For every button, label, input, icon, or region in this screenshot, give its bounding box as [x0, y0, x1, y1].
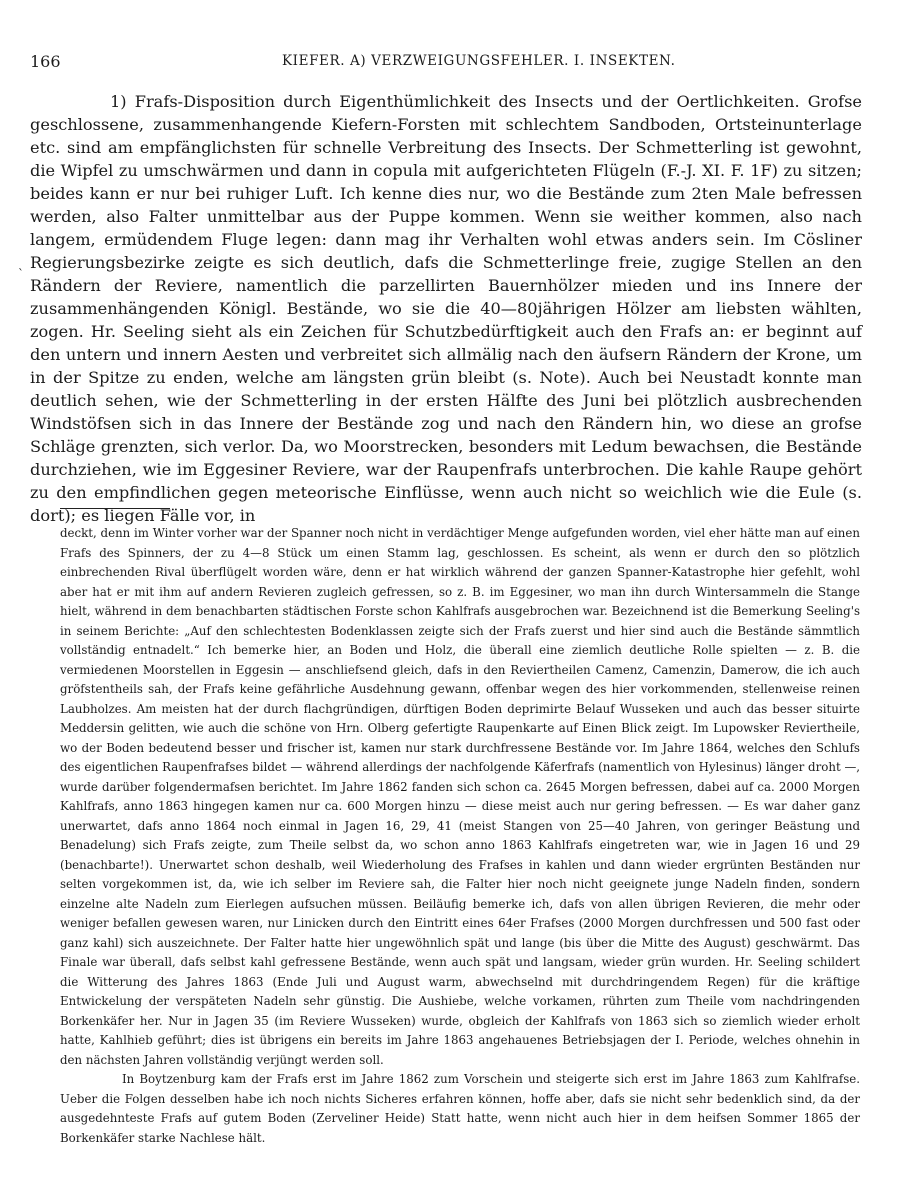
page-header: [30, 52, 860, 76]
margin-mark: `: [18, 267, 24, 281]
main-paragraph: 1) Frafs-Disposition durch Eigenthümlichkeit des Insects und der Oertlichkeiten. Grofse geschlossene, zusammenhangende Kiefern-Forsten mit schlechtem Sandboden, Ortsteinunterlage etc. sind am empfänglichsten für schnelle Verbreitung des Insects. Der Schmetterling ist gewohnt, die Wipfel zu umschwärmen und dann in copula mit aufgerichteten Flügeln (F.-J. XI. F. 1F) zu sitzen; beides kann er nur bei ruhiger Luft. Ich kenne dies nur, wo die Bestände zum 2ten Male befressen werden, also Falter unmittelbar aus der Puppe kommen. Wenn sie weither kommen, also nach langem, ermüdendem Fluge legen: dann mag ihr Verhalten wohl etwas anders sein. Im Cösliner Regierungsbezirke zeigte es sich deutlich, dafs die Schmetterlinge freie, zugige Stellen an den Rändern der Reviere, namentlich die parzellirten Bauernhölzer mieden und ins Innere der zusammenhängenden Königl. Bestände, wo sie die 40—80jährigen Hölzer am liebsten wählten, zogen. Hr. Seeling sieht als ein Zeichen für Schutzbedürftigkeit auch den Frafs an: er beginnt auf den untern und innern Aesten und verbreitet sich allmälig nach den äufsern Rändern der Krone, um in der Spitze zu enden, welche am längsten grün bleibt (s. Note). Auch bei Neustadt konnte man deutlich sehen, wie der Schmetterling in der ersten Hälfte des Juni bei plötzlich ausbrechenden Windstöfsen sich in das Innere der Bestände zog und nach den Rändern hin, wo diese an grofse Schläge grenzten, sich verlor. Da, wo Moorstrecken, besonders mit Ledum bewachsen, die Bestände durchziehen, wie im Eggesiner Reviere, war der Raupenfrafs unterbrochen. Die kahle Raupe gehört zu den empfindlichen gegen meteorische Einflüsse, wenn auch nicht so weichlich wie die Eule (s. dort); es liegen Fälle vor, in: [30, 92, 862, 525]
footnote-separator: [60, 508, 170, 509]
footnote-paragraph-1: deckt, denn im Winter vorher war der Spanner noch nicht in verdächtiger Menge aufgefunden worden, viel eher hätte man auf einen Frafs des Spinners, der zu 4—8 Stück um einen Stamm lag, geschlossen. Es scheint, als wenn er durch den so plötzlich einbrechenden Rival überflügelt worden wäre, denn er hat wirklich während der ganzen Spanner-Katastrophe hier gefehlt, wohl aber hat er mit ihm auf andern Revieren zugleich gefressen, so z. B. im Eggesiner, wo man ihn durch Wintersammeln die Stange hielt, während in dem benachbarten städtischen Forste schon Kahlfrafs ausgebrochen war. Bezeichnend ist die Bemerkung Seeling's in seinem Berichte: „Auf den schlechtesten Bodenklassen zeigte sich der Frafs zuerst und hier sind auch die Bestände sämmtlich vollständig entnadelt.“ Ich bemerke hier, an Boden und Holz, die überall eine ziemlich deutliche Rolle spielten — z. B. die vermiedenen Moorstellen in Eggesin — anschliefsend gleich, dafs in den Reviertheilen Camenz, Camenzin, Damerow, die ich auch gröfstentheils sah, der Frafs keine gefährliche Ausdehnung gewann, offenbar wegen des hier vorkommenden, stellenweise reinen Laubholzes. Am meisten hat der durch flachgründigen, dürftigen Boden deprimirte Belauf Wusseken und auch das besser situirte Meddersin gelitten, wie auch die schöne von Hrn. Olberg gefertigte Raupenkarte auf Einen Blick zeigt. Im Lupowsker Reviertheile, wo der Boden bedeutend besser und frischer ist, kamen nur stark durchfressene Bestände vor. Im Jahre 1864, welches den Schlufs des eigentlichen Raupenfrafses bildet — während allerdings der nachfolgende Käferfrafs (namentlich von Hylesinus) länger droht —, wurde darüber folgendermafsen berichtet. Im Jahre 1862 fanden sich schon ca. 2645 Morgen befressen, dabei auf ca. 2000 Morgen Kahlfrafs, anno 1863 hingegen kamen nur ca. 600 Morgen hinzu — diese meist auch nur gering befressen. — Es war daher ganz unerwartet, dafs anno 1864 noch einmal in Jagen 16, 29, 41 (meist Stangen von 25—40 Jahren, von geringer Beästung und Benadelung) sich Frafs zeigte, zum Theile selbst da, wo schon anno 1863 Kahlfrafs eingetreten war, wie in Jagen 16 und 29 (benachbarte!). Unerwartet schon deshalb, weil Wiederholung des Frafses in kahlen und dann wieder ergrünten Beständen nur selten vorgekommen ist, da, wie ich selber im Reviere sah, die Falter hier noch nicht geeignete junge Nadeln finden, sondern einzelne alte Nadeln zum Eierlegen aufsuchen müssen. Beiläufig bemerke ich, dafs von allen übrigen Revieren, die mehr oder weniger befallen gewesen waren, nur Linicken durch den Eintritt eines 64er Frafses (2000 Morgen durchfressen und 500 fast oder ganz kahl) sich auszeichnete. Der Falter hatte hier ungewöhnlich spät und lange (bis über die Mitte des August) geschwärmt. Das Finale war überall, dafs selbst kahl gefressene Bestände, wenn auch spät und langsam, wieder grün wurden. Hr. Seeling schildert die Witterung des Jahres 1863 (Ende Juli und August warm, abwechselnd mit durchdringendem Regen) für die kräftige Entwickelung der verspäteten Nadeln sehr günstig. Die Aushiebe, welche vorkamen, rührten zum Theile vom nachdringenden Borkenkäfer her. Nur in Jagen 35 (im Reviere Wusseken) wurde, obgleich der Kahlfrafs von 1863 sich so ziemlich wieder erholt hatte, Kahlhieb geführt; dies ist übrigens ein bereits im Jahre 1863 angehauenes Betriebsjagen der I. Periode, welches ohnehin in den nächsten Jahren vollständig verjüngt werden soll.: [60, 526, 860, 1067]
footnote-block: [60, 524, 860, 1148]
running-title: KIEFER. A) VERZWEIGUNGSFEHLER. I. INSEKTEN.: [282, 53, 676, 69]
footnote-paragraph-2: In Boytzenburg kam der Frafs erst im Jahre 1862 zum Vorschein und steigerte sich erst im Jahre 1863 zum Kahlfrafse. Ueber die Folgen desselben habe ich noch nichts Sicheres erfahren können, hoffe aber, dafs sie nicht sehr bedenklich sind, da der ausgedehnteste Frafs auf gutem Boden (Zerveliner Heide) Statt hatte, wenn nicht auch hier in dem heifsen Sommer 1865 der Borkenkäfer starke Nachlese hält.: [60, 1072, 860, 1145]
main-text-block: [30, 90, 862, 527]
page-number: 166: [30, 52, 61, 71]
